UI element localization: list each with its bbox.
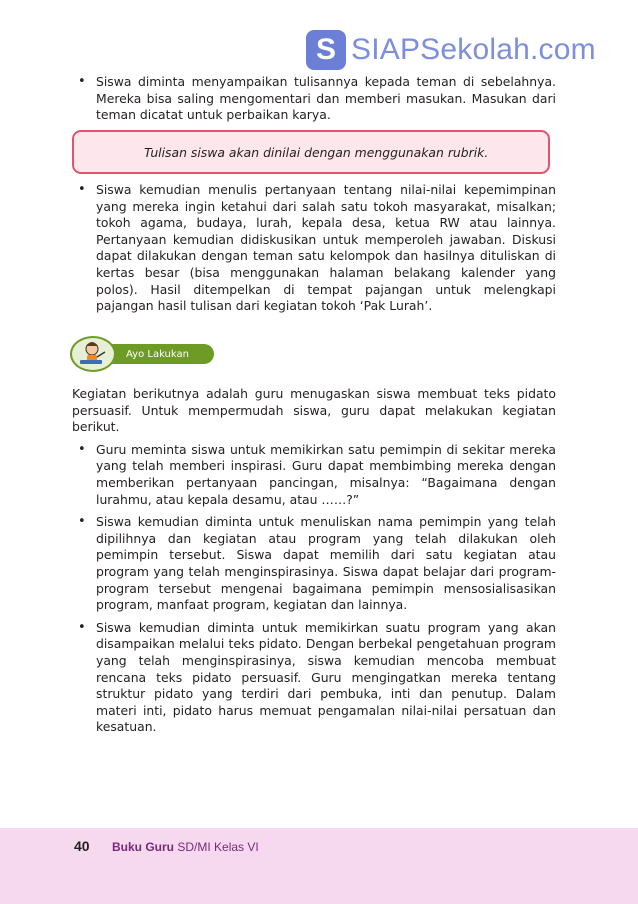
bullet-paragraph: • Siswa kemudian menulis pertanyaan tentang nilai-nilai kepemimpinan yang mereka ingin ketahui dari salah satu tokoh masyarakat, misalkan; tokoh agama, budaya, lurah, kepala desa, ketua RW atau lainnya. Pertanyaan kemudian didiskusikan untuk memperoleh jawaban. Diskusi dapat dilakukan dengan teman satu kelompok dan hasilnya dituliskan di kertas besar (bisa menggunakan halaman belakang kalender yang polos). Hasil ditempelkan di tempat pajangan untuk melengkapi pajangan hasil tulisan dari kegiatan tokoh ‘Pak Lurah’. <box>76 182 556 315</box>
bullet-paragraph: • Guru meminta siswa untuk memikirkan satu pemimpin di sekitar mereka yang telah memberi inspirasi. Guru dapat membimbing mereka dengan memberikan pertanyaan pancingan, misalnya: “Bagaimana dengan lurahmu, atau kepala desamu, atau ……?” <box>76 442 556 508</box>
watermark-badge: S <box>306 30 346 70</box>
bullet-paragraph: • Siswa kemudian diminta untuk menuliskan nama pemimpin yang telah dipilihnya dan kegiatan atau program yang telah dilakukan oleh pemimpin tersebut. Siswa dapat memilih dari satu kegiatan atau program yang telah menginspirasinya. Siswa dapat belajar dari program-program tersebut mengenai bagaimana pemimpin mensosialisasikan program, manfaat program, kegiatan dan lainnya. <box>76 514 556 614</box>
bullet-paragraph: • Siswa kemudian diminta untuk memikirkan suatu program yang akan disampaikan melalui teks pidato. Dengan berbekal pengetahuan program yang telah menginspirasinya, siswa kemudian mencoba membuat rencana teks pidato persuasif. Guru mengingatkan mereka tentang struktur pidato yang terdiri dari pembuka, inti dan penutup. Dalam materi inti, pidato harus memuat pengamalan nilai-nilai persatuan dan kesatuan. <box>76 620 556 736</box>
ayo-lakukan-label: Ayo Lakukan <box>110 344 214 364</box>
bullet-paragraph: • Siswa diminta menyampaikan tulisannya kepada teman di sebelahnya. Mereka bisa saling mengomentari dan memberi masukan. Masukan dari teman dicatat untuk perbaikan karya. <box>76 74 556 124</box>
book-title-rest: SD/MI Kelas VI <box>177 840 259 854</box>
watermark-text: SIAPSekolah.com <box>351 33 596 66</box>
book-title-bold: Buku Guru <box>112 840 174 854</box>
page-footer <box>0 828 638 904</box>
bullet-block-top <box>76 74 556 124</box>
main-section <box>72 386 556 736</box>
callout-text: Tulisan siswa akan dinilai dengan menggunakan rubrik. <box>144 144 489 160</box>
watermark-logo <box>306 28 596 72</box>
book-title <box>112 840 259 854</box>
rubric-callout <box>72 130 550 174</box>
ayo-lakukan-banner <box>70 336 216 372</box>
page-number: 40 <box>74 838 90 854</box>
intro-paragraph: Kegiatan berikutnya adalah guru menugaskan siswa membuat teks pidato persuasif. Untuk mempermudah siswa, guru dapat melakukan kegiatan berikut. <box>72 386 556 435</box>
student-illustration-icon <box>70 336 116 372</box>
bullet-block-mid <box>76 182 556 315</box>
